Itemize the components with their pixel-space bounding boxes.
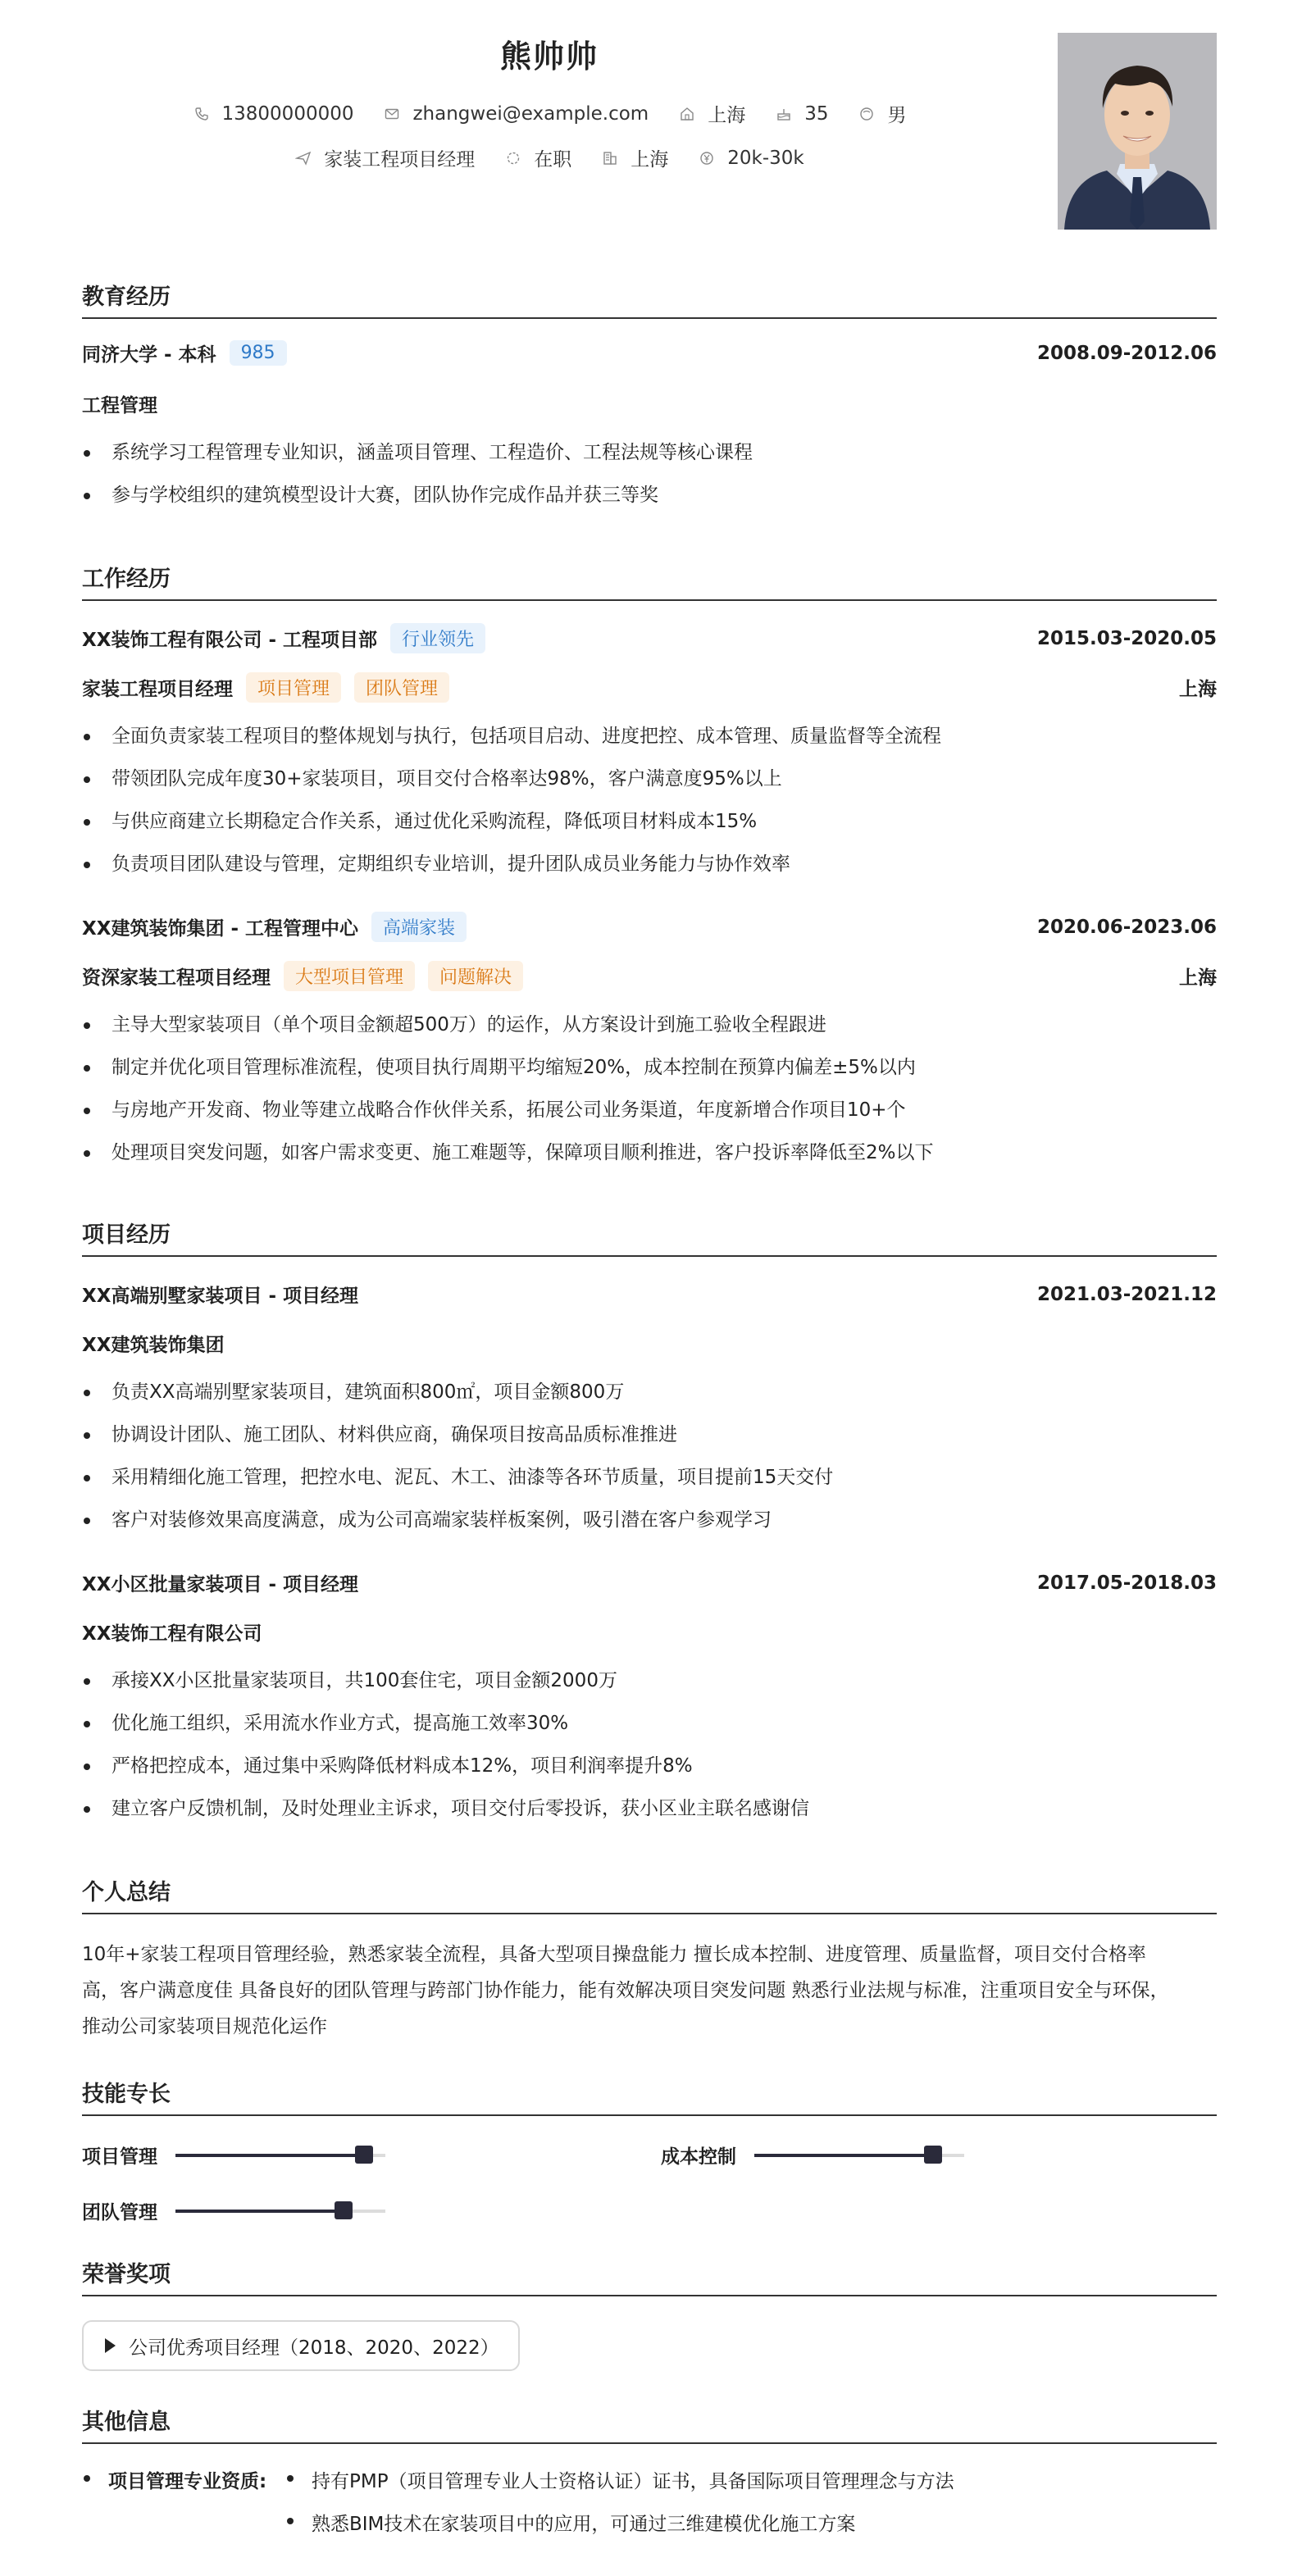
- skill-item: [82, 2141, 385, 2169]
- job-date: 2020.06-2023.06: [1036, 916, 1217, 938]
- list-item: 处理项目突发问题，如客户需求变更、施工难题等，保障项目顺利推进，客户投诉率降低至2%以下: [82, 1131, 1217, 1174]
- work-section-title: 工作经历: [82, 561, 1217, 601]
- skill-label: 团队管理: [82, 2202, 157, 2223]
- job-date: 2015.03-2020.05: [1036, 627, 1217, 649]
- company-name: XX建筑装饰集团 - 工程管理中心: [82, 918, 359, 940]
- project-date: 2017.05-2018.03: [1036, 1572, 1217, 1594]
- target-position-text: 家装工程项目经理: [324, 149, 476, 171]
- email-text: zhangwei@example.com: [412, 102, 649, 125]
- list-item: 承接XX小区批量家装项目，共100套住宅，项目金额2000万: [82, 1659, 1217, 1702]
- mail-icon: [383, 105, 401, 123]
- skill-tag: 团队管理: [354, 672, 449, 703]
- phone-icon: [193, 105, 211, 123]
- list-item: 优化施工组织，采用流水作业方式，提高施工效率30%: [82, 1702, 1217, 1745]
- projects-section-title: 项目经历: [82, 1217, 1217, 1257]
- location-text: 上海: [708, 105, 746, 126]
- position-name: 资深家装工程项目经理: [82, 967, 271, 989]
- honor-text: 公司优秀项目经理（2018、2020、2022）: [129, 2337, 499, 2359]
- summary-line: 推动公司家装项目规范化运作: [82, 2016, 327, 2037]
- cake-icon: [775, 105, 793, 123]
- company-tag: 行业领先: [390, 623, 485, 653]
- list-item: 与供应商建立长期稳定合作关系，通过优化采购流程，降低项目材料成本15%: [82, 800, 1217, 843]
- major: 工程管理: [82, 395, 157, 416]
- list-item: 严格把控成本，通过集中采购降低材料成本12%，项目利润率提升8%: [82, 1745, 1217, 1787]
- list-item: 建立客户反馈机制，及时处理业主诉求，项目交付后零投诉，获小区业主联名感谢信: [82, 1787, 1217, 1830]
- status-text: 在职: [534, 149, 572, 171]
- school-tag: 985: [230, 340, 287, 366]
- job-header-row: [82, 912, 1217, 942]
- list-item: 主导大型家装项目（单个项目金额超500万）的运作，从方案设计到施工验收全程跟进: [82, 1004, 1217, 1046]
- skill-bar-fill: [175, 2154, 364, 2157]
- major-row: [82, 390, 1217, 417]
- project-name: XX小区批量家装项目 - 项目经理: [82, 1574, 359, 1595]
- skill-tag: 项目管理: [246, 672, 341, 703]
- email-item: [383, 103, 649, 125]
- education-bullets: [82, 431, 1217, 517]
- list-item: 负责项目团队建设与管理，定期组织专业培训，提升团队成员业务能力与协作效率: [82, 843, 1217, 885]
- job-city: 上海: [1179, 967, 1217, 989]
- skill-label: 项目管理: [82, 2146, 157, 2168]
- project-header-row: [82, 1281, 1217, 1308]
- building-icon: [601, 149, 619, 167]
- salary-item: [698, 148, 804, 169]
- project-org-row: [82, 1330, 1217, 1357]
- summary-line: 10年+家装工程项目管理经验，熟悉家装全流程，具备大型项目操盘能力 擅长成本控制、进度管理、质量监督，项目交付合格率: [82, 1944, 1146, 1965]
- skill-tag: 问题解决: [428, 961, 523, 991]
- position-row: [82, 961, 1217, 991]
- summary-line: 高，客户满意度佳 具备良好的团队管理与跨部门协作能力，能有效解决项目突发问题 熟悉行业法规与标准，注重项目安全与环保，: [82, 1980, 1169, 2001]
- status-icon: [504, 149, 522, 167]
- project-header-row: [82, 1569, 1217, 1596]
- company-tag: 高端家装: [371, 912, 467, 942]
- skill-item: [661, 2141, 964, 2169]
- skill-bar-knob: [355, 2146, 373, 2164]
- home-icon: [678, 105, 696, 123]
- target-position-item: [294, 144, 475, 171]
- contact-row: [82, 100, 1017, 127]
- expand-triangle-icon: [105, 2338, 116, 2353]
- list-item: 持有PMP（项目管理专业人士资格认证）证书，具备国际项目管理理念与方法: [285, 2466, 954, 2493]
- skill-bar-fill: [754, 2154, 933, 2157]
- summary-text: [82, 1937, 1217, 2045]
- job-city: 上海: [1179, 679, 1217, 700]
- phone-item: [193, 103, 354, 125]
- list-item: 采用精细化施工管理，把控水电、泥瓦、木工、油漆等各环节质量，项目提前15天交付: [82, 1456, 1217, 1499]
- project-bullets: [82, 1659, 1217, 1830]
- school-name: 同济大学 - 本科: [82, 344, 216, 366]
- skill-bar: [175, 2154, 385, 2157]
- target-city-item: [601, 144, 668, 171]
- gender-icon: [858, 105, 876, 123]
- education-section-title: 教育经历: [82, 279, 1217, 319]
- skill-label: 成本控制: [661, 2146, 736, 2168]
- list-item: 客户对装修效果高度满意，成为公司高端家装样板案例，吸引潜在客户参观学习: [82, 1499, 1217, 1541]
- list-item: 协调设计团队、施工团队、材料供应商，确保项目按高品质标准推进: [82, 1413, 1217, 1456]
- company-name: XX装饰工程有限公司 - 工程项目部: [82, 630, 378, 651]
- project-bullets: [82, 1371, 1217, 1541]
- job-bullets: [82, 1004, 1217, 1174]
- gender-text: 男: [887, 105, 907, 126]
- skill-bar: [175, 2210, 385, 2213]
- salary-text: 20k-30k: [727, 147, 804, 169]
- skill-bar: [754, 2154, 964, 2157]
- profile-photo: [1058, 33, 1217, 230]
- location-item: [678, 100, 745, 127]
- honors-section-title: 荣誉奖项: [82, 2256, 1217, 2296]
- project-org-row: [82, 1618, 1217, 1645]
- money-icon: [698, 149, 716, 167]
- skill-tag: 大型项目管理: [284, 961, 415, 991]
- send-icon: [294, 149, 312, 167]
- skill-bar-fill: [175, 2210, 344, 2213]
- target-city-text: 上海: [631, 149, 669, 171]
- qualification-label: 项目管理专业资质:: [82, 2466, 266, 2493]
- education-header-row: [82, 339, 1217, 366]
- list-item: 系统学习工程管理专业知识，涵盖项目管理、工程造价、工程法规等核心课程: [82, 431, 1217, 474]
- skill-bar-knob: [924, 2146, 942, 2164]
- phone-text: 13800000000: [221, 102, 354, 125]
- candidate-name: 熊帅帅: [499, 39, 599, 75]
- skill-bar-knob: [335, 2201, 353, 2219]
- list-item: 与房地产开发商、物业等建立战略合作伙伴关系，拓展公司业务渠道，年度新增合作项目10+个: [82, 1089, 1217, 1131]
- position-row: [82, 672, 1217, 703]
- other-section-title: 其他信息: [82, 2404, 1217, 2444]
- list-item: 参与学校组织的建筑模型设计大赛，团队协作完成作品并获三等奖: [82, 474, 1217, 517]
- list-item: 制定并优化项目管理标准流程，使项目执行周期平均缩短20%，成本控制在预算内偏差±5%以内: [82, 1046, 1217, 1089]
- job-bullets: [82, 715, 1217, 885]
- project-name: XX高端别墅家装项目 - 项目经理: [82, 1286, 359, 1307]
- project-org: XX装饰工程有限公司: [82, 1623, 262, 1645]
- gender-item: [858, 100, 906, 127]
- honor-item[interactable]: [82, 2320, 520, 2371]
- skill-item: [82, 2197, 385, 2224]
- project-date: 2021.03-2021.12: [1036, 1283, 1217, 1305]
- list-item: 负责XX高端别墅家装项目，建筑面积800㎡，项目金额800万: [82, 1371, 1217, 1413]
- project-org: XX建筑装饰集团: [82, 1335, 225, 1356]
- skills-section-title: 技能专长: [82, 2076, 1217, 2116]
- list-item: 全面负责家装工程项目的整体规划与执行，包括项目启动、进度把控、成本管理、质量监督等全流程: [82, 715, 1217, 758]
- age-item: [775, 103, 828, 125]
- position-name: 家装工程项目经理: [82, 679, 233, 700]
- list-item: 带领团队完成年度30+家装项目，项目交付合格率达98%，客户满意度95%以上: [82, 758, 1217, 800]
- age-text: 35: [804, 102, 829, 125]
- list-item: 熟悉BIM技术在家装项目中的应用，可通过三维建模优化施工方案: [285, 2509, 855, 2536]
- status-item: [504, 144, 571, 171]
- job-header-row: [82, 623, 1217, 653]
- summary-section-title: 个人总结: [82, 1874, 1217, 1914]
- job-intent-row: [82, 144, 1017, 171]
- education-date: 2008.09-2012.06: [1036, 342, 1217, 364]
